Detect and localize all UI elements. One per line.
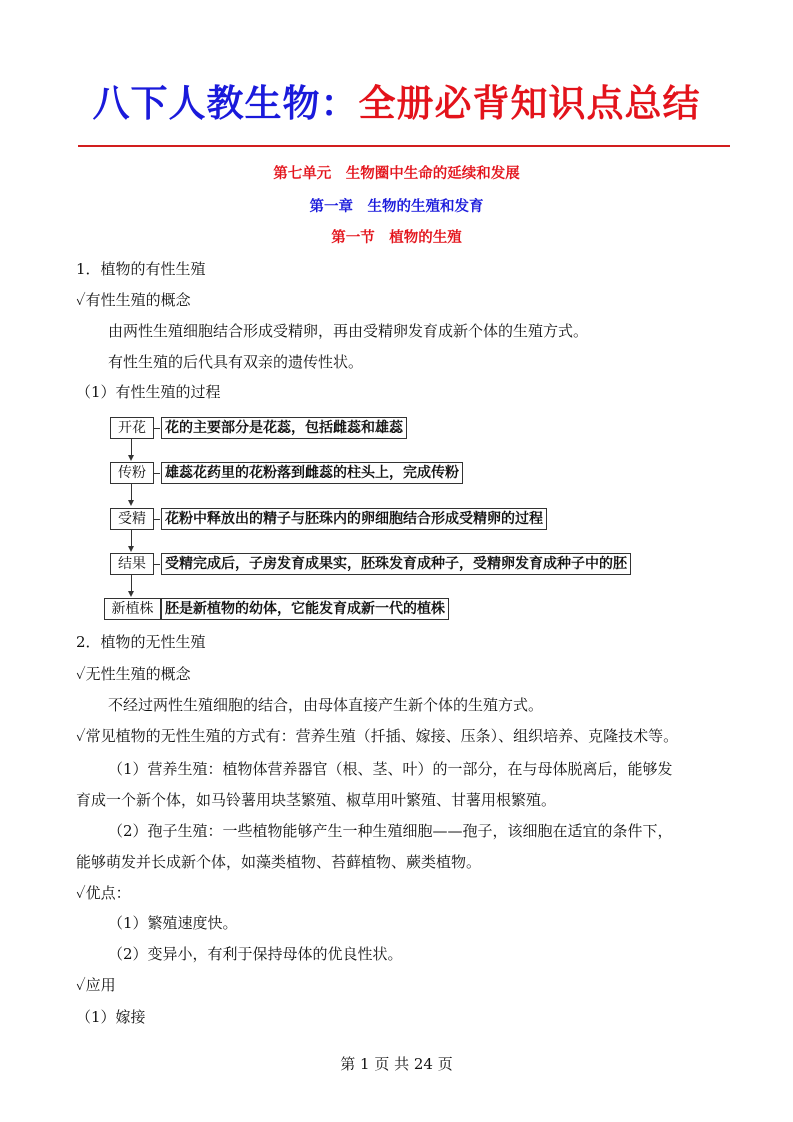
flow-arrow-head [128,546,134,552]
title-blue-part: 八下人教生物： [92,82,359,125]
title-red-part: 全册必背知识点总结 [358,82,701,125]
flow-connector [153,519,160,520]
paragraph: 有性生殖的后代具有双亲的遗传性状。 [108,353,364,371]
paragraph: 能够萌发并长成新个体，如藻类植物、苔藓植物、蕨类植物。 [76,853,482,871]
flow-arrow-line [131,575,132,591]
flow-step-box: 传粉 [110,462,154,484]
section-heading: 第一节 植物的生殖 [331,230,462,246]
flow-step-box: 结果 [110,553,154,575]
list-item: （1）繁殖速度快。 [108,914,238,932]
flow-step-box: 开花 [110,417,154,439]
flow-step-description: 花的主要部分是花蕊，包括雌蕊和雄蕊 [161,417,407,439]
subheading-process: （1）有性生殖的过程 [76,383,221,401]
flow-step-description: 雄蕊花药里的花粉落到雌蕊的柱头上，完成传粉 [161,462,463,484]
list-item: （1）嫁接 [76,1008,146,1026]
flow-step-box: 受精 [110,508,154,530]
flow-connector [153,428,160,429]
paragraph: （1）营养生殖：植物体营养器官（根、茎、叶）的一部分，在与母体脱离后，能够发 [108,760,673,778]
heading-asexual-reproduction: 2．植物的无性生殖 [76,633,206,651]
flow-step-description: 花粉中释放出的精子与胚珠内的卵细胞结合形成受精卵的过程 [161,508,547,530]
flow-arrow-head [128,591,134,597]
page-title [0,76,793,132]
flow-arrow-head [128,455,134,461]
bullet-sexual-concept: ✓有性生殖的概念 [76,291,191,309]
page-number: 第 1 页 共 24 页 [340,1055,453,1073]
flow-step-description: 受精完成后，子房发育成果实，胚珠发育成种子，受精卵发育成种子中的胚 [161,553,631,575]
bullet-advantages: ✓优点： [76,884,131,902]
paragraph: 育成一个新个体，如马铃薯用块茎繁殖、椒草用叶繁殖、甘薯用根繁殖。 [76,791,557,809]
unit-heading: 第七单元 生物圈中生命的延续和发展 [273,166,520,182]
flow-arrow-line [131,484,132,500]
paragraph: 不经过两性生殖细胞的结合，由母体直接产生新个体的生殖方式。 [108,696,544,714]
paragraph: 由两性生殖细胞结合形成受精卵，再由受精卵发育成新个体的生殖方式。 [108,322,589,340]
chapter-heading: 第一章 生物的生殖和发育 [309,199,484,215]
flow-connector [153,564,160,565]
flow-step-box: 新植株 [104,598,161,620]
flow-arrow-line [131,439,132,455]
flow-connector [153,473,160,474]
bullet-asexual-methods: ✓常见植物的无性生殖的方式有：营养生殖（扦插、嫁接、压条）、组织培养、克隆技术等。 [76,727,679,745]
title-divider [78,145,730,147]
list-item: （2）变异小，有利于保持母体的优良性状。 [108,945,403,963]
bullet-asexual-concept: ✓无性生殖的概念 [76,665,191,683]
bullet-applications: ✓应用 [76,976,116,994]
flow-arrow-line [131,530,132,546]
heading-sexual-reproduction: 1．植物的有性生殖 [76,260,206,278]
flow-arrow-head [128,500,134,506]
paragraph: （2）孢子生殖：一些植物能够产生一种生殖细胞——孢子，该细胞在适宜的条件下， [108,822,673,840]
flow-step-description: 胚是新植物的幼体，它能发育成新一代的植株 [161,598,449,620]
